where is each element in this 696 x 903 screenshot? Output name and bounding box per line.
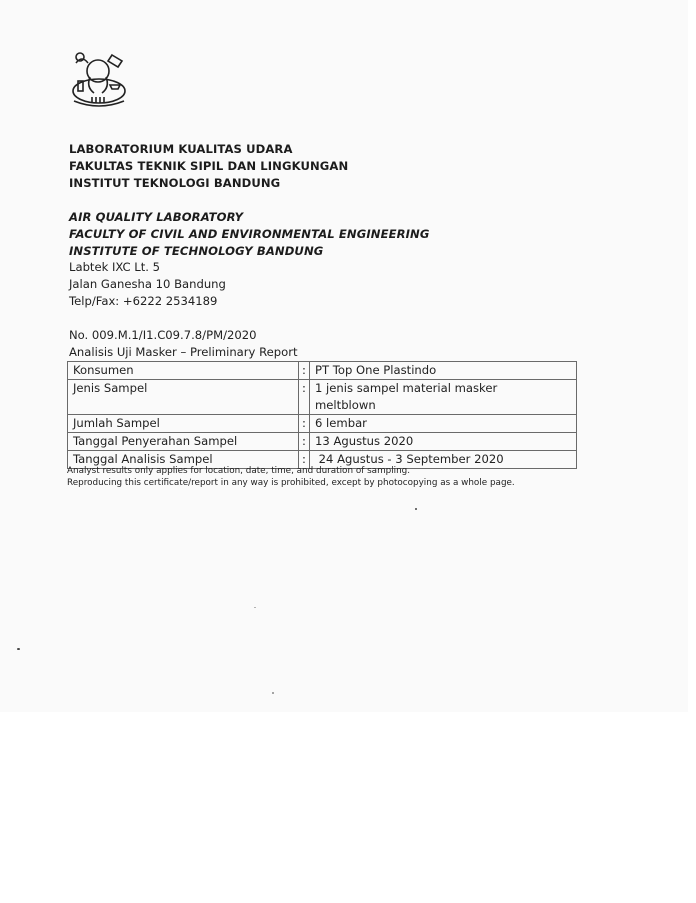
row-value: 1 jenis sampel material masker meltblown [310, 380, 577, 415]
row-label: Jenis Sampel [68, 380, 299, 415]
lab-name-en: AIR QUALITY LABORATORY [69, 210, 244, 224]
lab-name-id: LABORATORIUM KUALITAS UDARA [69, 142, 293, 156]
row-separator: : [299, 433, 310, 451]
scan-speck [415, 508, 417, 510]
row-separator: : [299, 362, 310, 380]
row-value: PT Top One Plastindo [310, 362, 577, 380]
row-label: Tanggal Analisis Sampel [68, 451, 299, 469]
row-separator: : [299, 415, 310, 433]
disclaimer-reproduction: Reproducing this certificate/report in any way is prohibited, except by photocopying as a whole page. [67, 478, 515, 488]
row-value: 6 lembar [310, 415, 577, 433]
table-row [68, 415, 577, 433]
scan-speck [272, 692, 274, 694]
row-separator: : [299, 380, 310, 415]
institute-name-en: INSTITUTE OF TECHNOLOGY BANDUNG [69, 244, 324, 258]
institute-name-id: INSTITUT TEKNOLOGI BANDUNG [69, 176, 281, 190]
row-value: 13 Agustus 2020 [310, 433, 577, 451]
itb-ganesha-logo-icon [68, 47, 130, 111]
address-street: Jalan Ganesha 10 Bandung [69, 277, 226, 291]
address-building: Labtek IXC Lt. 5 [69, 260, 161, 274]
faculty-name-en: FACULTY OF CIVIL AND ENVIRONMENTAL ENGINEERING [69, 227, 430, 241]
row-separator: : [299, 451, 310, 469]
report-title: Analisis Uji Masker – Preliminary Report [69, 345, 298, 359]
row-label: Tanggal Penyerahan Sampel [68, 433, 299, 451]
row-label: Jumlah Sampel [68, 415, 299, 433]
row-value: 24 Agustus - 3 September 2020 [310, 451, 577, 469]
report-number: No. 009.M.1/I1.C09.7.8/PM/2020 [69, 328, 257, 342]
table-row [68, 362, 577, 380]
row-label: Konsumen [68, 362, 299, 380]
scan-speck [17, 648, 20, 650]
sample-info-table [67, 361, 577, 469]
faculty-name-id: FAKULTAS TEKNIK SIPIL DAN LINGKUNGAN [69, 159, 349, 173]
table-row [68, 380, 577, 415]
disclaimer-validity: Analyst results only applies for location, date, time, and duration of sampling. [67, 466, 411, 476]
scan-speck [254, 607, 256, 608]
address-phone: Telp/Fax: +6222 2534189 [69, 294, 218, 308]
table-row [68, 433, 577, 451]
